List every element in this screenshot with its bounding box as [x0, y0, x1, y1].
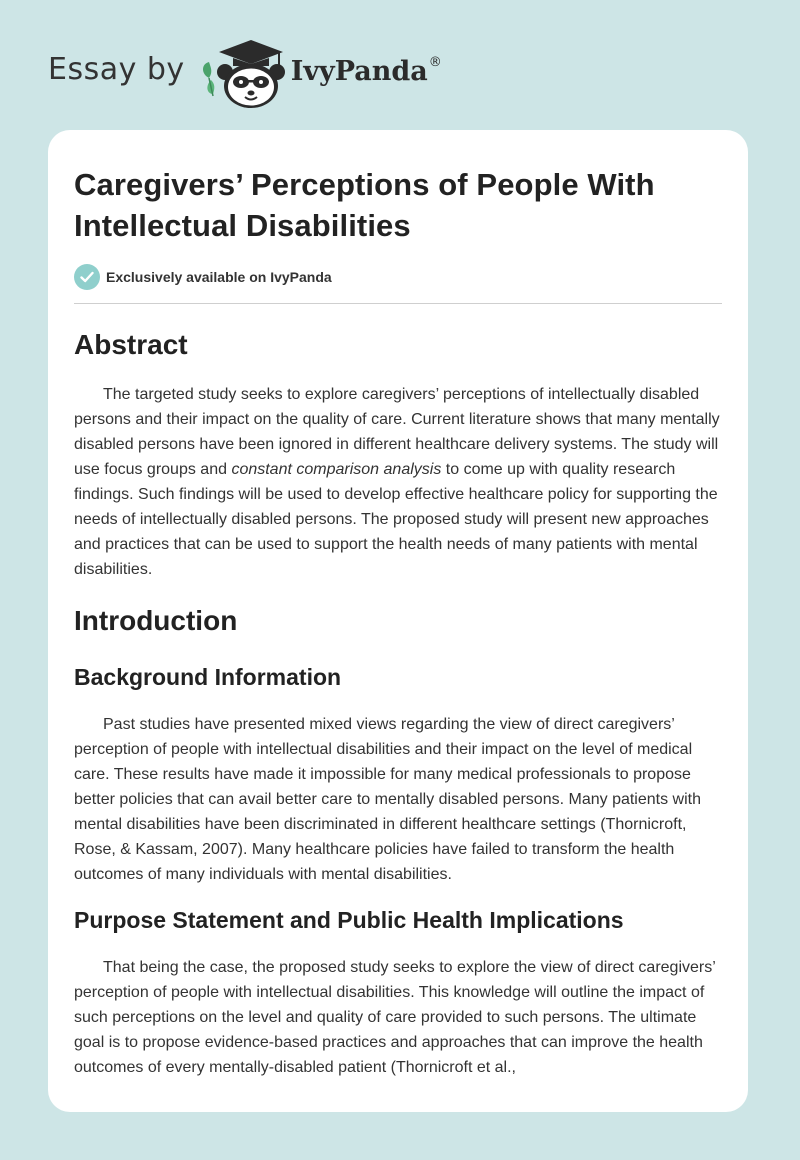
abstract-paragraph: The targeted study seeks to explore caregivers’ perceptions of intellectually disabled persons and their impact on the quality of care. Current literature shows that many mentally disabled persons have been ignored in different healthcare delivery systems. The study will use focus groups and constant comparison analysis to come up with quality research findings. Such findings will be used to develop effective healthcare policy for supporting the needs of intellectually disabled persons. The proposed study will present new approaches and practices that can be used to support the health needs of many patients with mental disabilities. — [74, 386, 720, 578]
background-heading: Background Information — [74, 664, 342, 690]
exclusive-label: Exclusively available on IvyPanda — [106, 269, 332, 285]
site-header — [48, 34, 442, 110]
abstract-heading: Abstract — [74, 329, 188, 360]
article-card — [48, 130, 748, 1112]
purpose-paragraph: That being the case, the proposed study seeks to explore the view of direct caregivers’ perception of people with intellectual disabilities. This knowledge will outline the impact of such perceptions on the level and quality of care provided to such persons. The ultimate goal is to propose evidence-based practices and approaches that can improve the health outcomes of every mentally-disabled patient (Thornicroft et al., — [74, 959, 716, 1076]
exclusive-badge — [74, 264, 722, 290]
introduction-heading: Introduction — [74, 605, 238, 636]
article-title: Caregivers’ Perceptions of People With Intellectual Disabilities — [74, 167, 655, 243]
essay-by-label: Essay by — [48, 51, 185, 87]
panda-logo-icon[interactable] — [199, 34, 287, 110]
purpose-heading: Purpose Statement and Public Health Implications — [74, 907, 624, 933]
brand-name: IvyPanda® — [290, 55, 442, 87]
italic-term: constant comparison analysis — [231, 461, 442, 478]
title-divider — [74, 303, 722, 304]
leaf-icon — [203, 62, 214, 96]
check-icon — [74, 264, 100, 290]
background-paragraph: Past studies have presented mixed views regarding the view of direct caregivers’ perception of people with intellectual disabilities and their impact on the level of medical care. These results have made it impossible for many medical professionals to propose better policies that can avail better care to mentally disabled persons. Many patients with mental disabilities have been discriminated in different healthcare settings (Thornicroft, Rose, & Kassam, 2007). Many healthcare policies have failed to transform the health outcomes of many individuals with mental disabilities. — [74, 716, 701, 883]
